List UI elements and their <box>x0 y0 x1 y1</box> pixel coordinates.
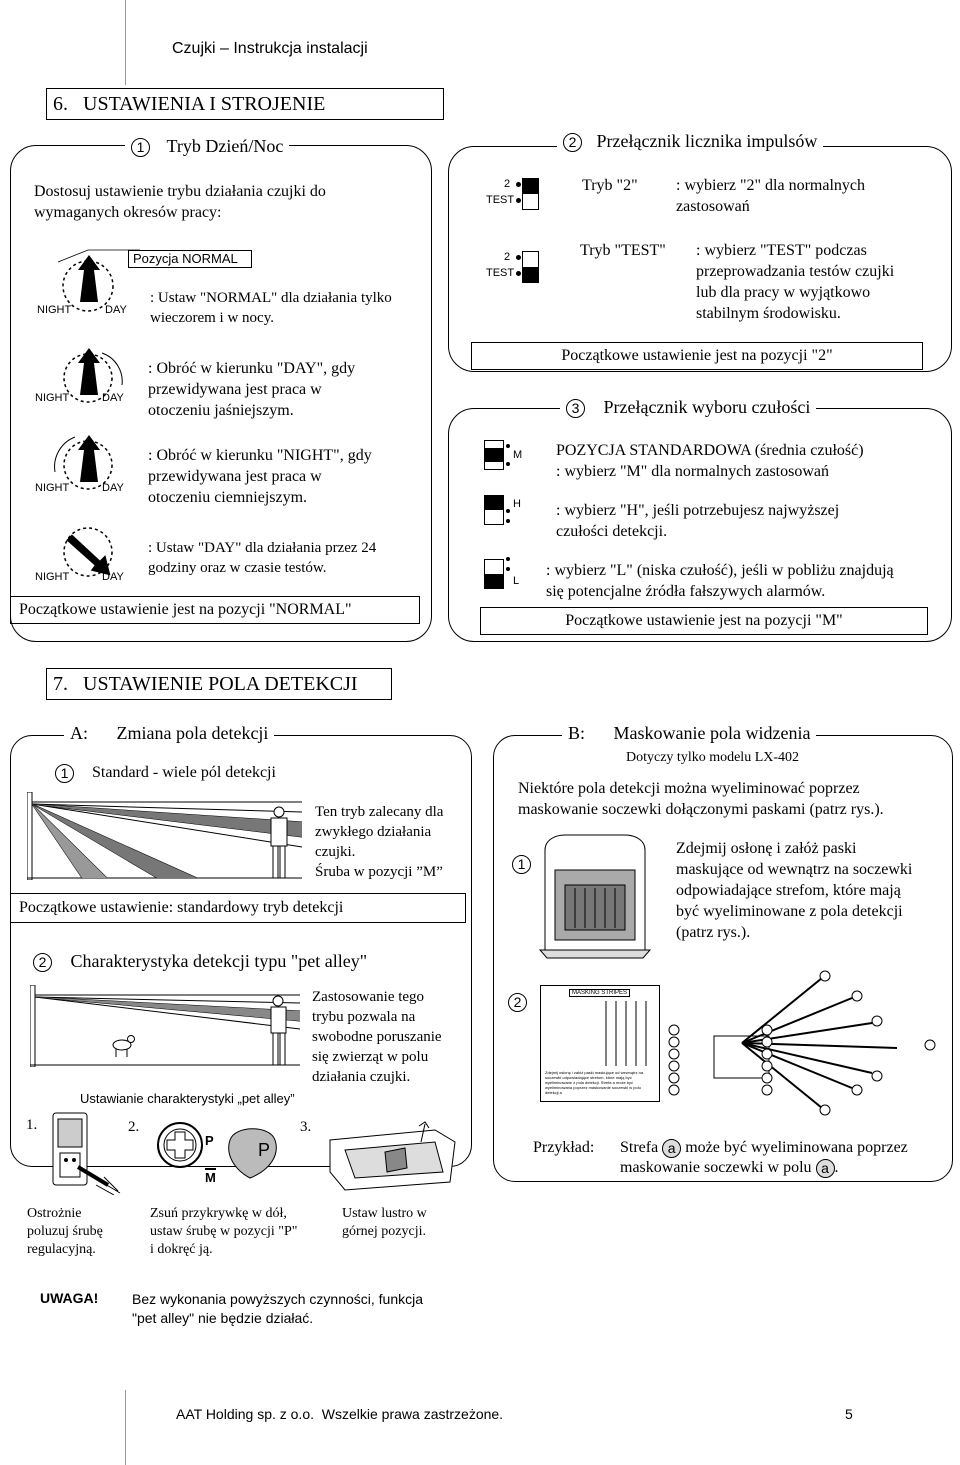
svg-text:NIGHT: NIGHT <box>35 392 70 404</box>
standard-mode-desc: Ten tryb zalecany dla zwykłego działania czujki. Śruba w pozycji ”M” <box>315 804 444 880</box>
section6-title: 6. USTAWIENIA I STROJENIE <box>46 88 444 120</box>
panel1-intro: Dostosuj ustawienie trybu działania czujki do wymaganych okresów pracy: <box>34 183 326 221</box>
switch-h-label: H <box>513 498 521 510</box>
svg-text:DAY: DAY <box>105 304 127 316</box>
masking-step1-number <box>512 855 531 874</box>
step2-desc: Zsuń przykrywkę w dół, ustaw śrubę w pozycji "P" i dokręć ją. <box>150 1206 298 1257</box>
svg-text:DAY: DAY <box>102 482 124 494</box>
panel3-initial: Początkowe ustawienie jest na pozycji "M" <box>480 607 928 635</box>
step3-desc: Ustaw lustro w górnej pozycji. <box>342 1206 427 1239</box>
step3-number: 3. <box>300 1119 312 1135</box>
m-position-label: M <box>205 1170 216 1185</box>
panelB-title: Maskowanie pola widzenia <box>613 723 811 743</box>
panelB-heading <box>562 722 816 745</box>
subsection1-heading <box>55 762 276 783</box>
mode-2-desc: : wybierz "2" dla normalnych zastosowań <box>676 177 866 215</box>
page-number: 5 <box>845 1406 853 1422</box>
section7-title: 7. USTAWIENIE POLA DETEKCJI <box>46 668 392 700</box>
panel2-number: 2 <box>563 133 582 152</box>
l-desc: : wybierz "L" (niska czułość), jeśli w pobliżu znajdują się potencjalne źródła fałszywych alarmów. <box>546 562 894 600</box>
jumper-test-label: TEST <box>486 267 515 279</box>
header-title: Czujki – Instrukcja instalacji <box>172 40 368 57</box>
switch-h <box>480 495 530 527</box>
svg-text:NIGHT: NIGHT <box>37 304 72 316</box>
subsection1-title: Standard - wiele pól detekcji <box>92 764 276 781</box>
svg-text:DAY: DAY <box>102 392 124 404</box>
lens-a-badge: a <box>816 1159 835 1178</box>
standard-initial: Początkowe ustawienie: standardowy tryb detekcji <box>10 893 466 923</box>
header-rule <box>125 0 126 85</box>
masking-step2-number <box>508 993 527 1012</box>
step1-number: 1. <box>26 1117 38 1133</box>
standard-detection-diagram <box>27 792 307 880</box>
dial-normal <box>30 240 140 320</box>
panel1-initial: Początkowe ustawienie jest na pozycji "NORMAL" <box>10 596 420 624</box>
normal-position-label: Pozycja NORMAL <box>128 250 252 268</box>
panel2-title: Przełącznik licznika impulsów <box>596 131 818 151</box>
detector-illustration <box>535 830 660 960</box>
step1-desc: Ostrożnie poluzuj śrubę regulacyjną. <box>27 1206 103 1257</box>
masking-step2-circle: 2 <box>508 993 527 1012</box>
zone-fan-diagram <box>662 968 942 1118</box>
model-note: Dotyczy tylko modelu LX-402 <box>626 750 800 765</box>
step2-number: 2. <box>128 1119 140 1135</box>
example-text1: Strefa <box>620 1139 659 1156</box>
panelA-letter: A: <box>70 723 88 743</box>
footer-rule <box>125 1390 126 1465</box>
switch-l-label: L <box>513 575 520 587</box>
panel3-heading <box>560 396 816 419</box>
panel1-heading <box>125 135 289 158</box>
example-label: Przykład: <box>533 1139 595 1156</box>
jumper-2-label: 2 <box>504 178 511 190</box>
dial-24h <box>30 520 140 585</box>
warning-text: Bez wykonania powyższych czynności, funkcja "pet alley" nie będzie działać. <box>132 1291 424 1326</box>
panel1-item-normal: : Ustaw "NORMAL" dla działania tylko wieczorem i w nocy. <box>150 290 392 326</box>
switch-m <box>480 440 530 472</box>
panelB-letter: B: <box>568 723 586 743</box>
jumper-mode-test <box>480 245 550 285</box>
jumper-test-label: TEST <box>486 194 515 206</box>
switch-l <box>480 555 530 589</box>
dial-day-direction <box>30 345 140 410</box>
panel2-initial: Początkowe ustawienie jest na pozycji "2" <box>471 342 923 370</box>
jumper-cap <box>522 178 539 210</box>
mode-test-name: Tryb "TEST" <box>580 242 666 259</box>
jumper-cap <box>522 251 539 283</box>
masking-step1-circle: 1 <box>512 855 531 874</box>
svg-text:NIGHT: NIGHT <box>35 571 70 583</box>
pet-alley-diagram <box>30 985 305 1067</box>
pet-setting-caption: Ustawianie charakterystyki „pet alley” <box>80 1091 295 1106</box>
p-bubble-label: P <box>258 1140 271 1160</box>
subsection1-number: 1 <box>55 764 74 783</box>
p-position-label: P <box>205 1133 214 1148</box>
dial-night-direction <box>30 432 140 497</box>
panel1-number: 1 <box>131 138 150 157</box>
mode-test-desc: : wybierz "TEST" podczas przeprowadzania testów czujki lub dla pracy w wyjątkowo stabilnym środowisku. <box>696 242 895 322</box>
masking-stripes-label: MASKING STRIPES <box>569 989 630 997</box>
example-text3: maskowanie soczewki w polu <box>620 1159 812 1176</box>
masking-stripes-diagram <box>540 985 660 1102</box>
h-desc: : wybierz "H", jeśli potrzebujesz najwyższej czułości detekcji. <box>556 502 840 540</box>
svg-text:DAY: DAY <box>102 571 124 583</box>
panel1-item-day: : Obróć w kierunku "DAY", gdy przewidywana jest praca w otoczeniu jaśniejszym. <box>148 360 356 419</box>
panelA-title: Zmiana pola detekcji <box>116 723 269 743</box>
panel2-heading <box>557 130 823 153</box>
step1-illustration <box>48 1105 123 1195</box>
example-line2 <box>620 1157 839 1178</box>
pet-alley-desc: Zastosowanie tego trybu pozwala na swobodne poruszanie się zwierząt w polu działania czujki. <box>312 989 442 1085</box>
panel1-title: Tryb Dzień/Noc <box>166 136 284 156</box>
masking-tiny-note: Zdejmij osłonę i załóż paski maskujące od wewnątrz na soczewki odpowiadające strefom, które mają być wyeliminowane z pola detekcji. Strefa a może być wyeliminowana poprzez maskowanie soczewki w polu detekcji a <box>545 1070 644 1095</box>
panel3-number: 3 <box>566 399 585 418</box>
masking-intro: Niektóre pola detekcji można wyeliminować poprzez maskowanie soczewki dołączonymi paskami (patrz rys.). <box>518 780 884 818</box>
warning-label: UWAGA! <box>40 1290 99 1306</box>
subsection2-heading <box>33 950 367 973</box>
step3-illustration <box>325 1112 465 1192</box>
footer-company: AAT Holding sp. z o.o. Wszelkie prawa zastrzeżone. <box>176 1406 504 1422</box>
mode-2-name: Tryb "2" <box>582 177 638 194</box>
panel1-item-24h: : Ustaw "DAY" dla działania przez 24 godziny oraz w czasie testów. <box>148 540 377 576</box>
subsection2-number: 2 <box>33 953 52 972</box>
example-dot: . <box>834 1159 839 1176</box>
step2-illustration <box>155 1110 295 1190</box>
panelA-heading <box>64 722 274 745</box>
example-line1 <box>620 1137 908 1158</box>
masking-step1-text: Zdejmij osłonę i załóż paski maskujące od wewnątrz na soczewki odpowiadające strefom, które mają być wyeliminowane z pola detekcji (patrz rys.). <box>676 840 913 941</box>
subsection2-title: Charakterystyka detekcji typu "pet alley" <box>70 951 368 971</box>
panel3-title: Przełącznik wyboru czułości <box>603 397 811 417</box>
example-text2: może być wyeliminowana poprzez <box>685 1139 908 1156</box>
jumper-2-label: 2 <box>504 251 511 263</box>
zone-a-badge: a <box>662 1139 681 1158</box>
jumper-mode-2 <box>480 172 550 212</box>
m-desc: POZYCJA STANDARDOWA (średnia czułość) : wybierz "M" dla normalnych zastosowań <box>556 442 864 480</box>
switch-m-label: M <box>513 449 523 461</box>
panel1-item-night: : Obróć w kierunku "NIGHT", gdy przewidywana jest praca w otoczeniu ciemniejszym. <box>148 447 372 506</box>
svg-text:NIGHT: NIGHT <box>35 482 70 494</box>
